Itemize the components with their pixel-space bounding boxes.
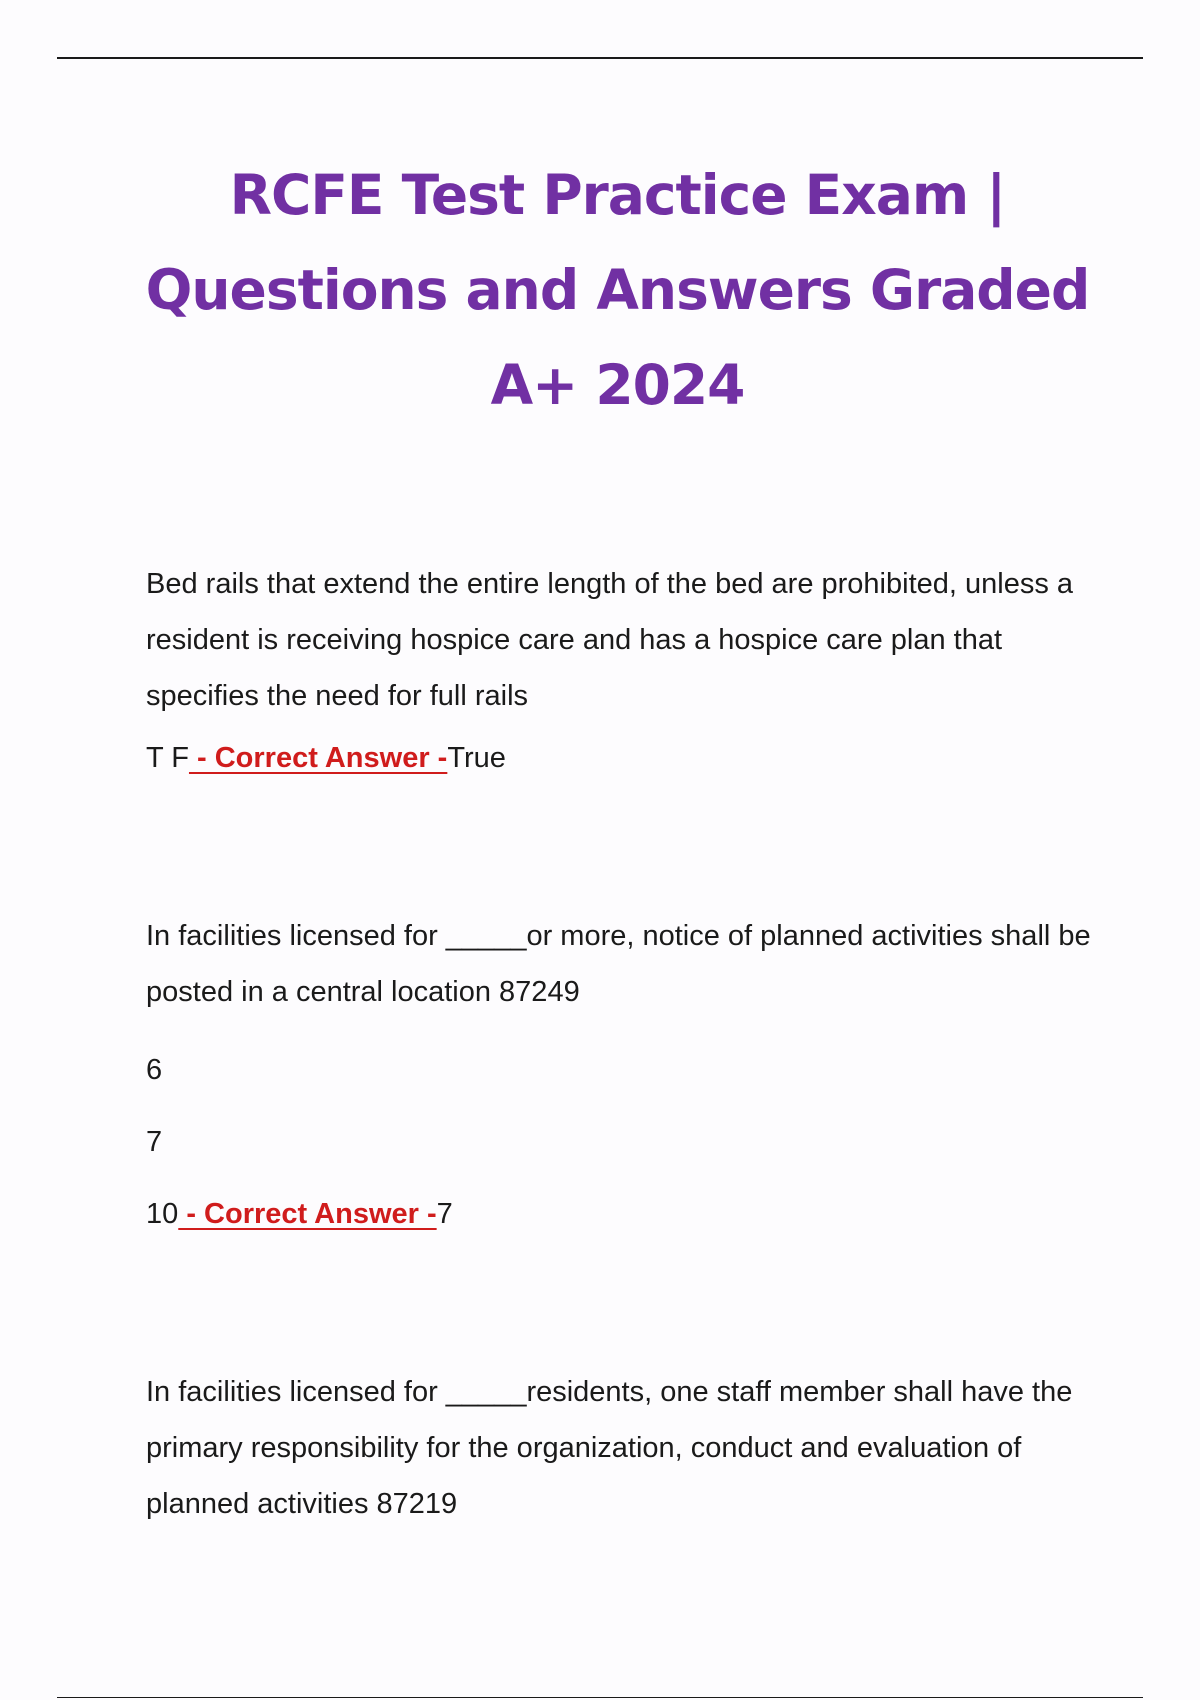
answer-option: 10: [146, 1198, 179, 1230]
question-block: [146, 908, 1096, 1234]
document-body: [146, 556, 1096, 1532]
options-prefix: T F: [146, 742, 189, 774]
answer-value: True: [447, 742, 506, 774]
answer-line: [146, 738, 1096, 778]
answer-option: 7: [146, 1126, 163, 1158]
question-block: [146, 1364, 1096, 1532]
answer-option: 6: [146, 1054, 163, 1086]
footer-rule: [57, 1697, 1143, 1698]
question-text: In facilities licensed for _____residents, one staff member shall have the primary responsibility for the organization, conduct and evaluation of planned activities 87219: [146, 1376, 1073, 1520]
header-rule: [57, 57, 1143, 59]
question-text: In facilities licensed for _____or more, notice of planned activities shall be posted in a central location 87249: [146, 920, 1091, 1008]
page-title: RCFE Test Practice Exam | Questions and Answers Graded A+ 2024: [145, 163, 1090, 417]
correct-answer-label: - Correct Answer -: [178, 1198, 437, 1230]
question-block: [146, 556, 1096, 778]
answer-value: 7: [436, 1198, 453, 1230]
answer-line: [146, 1194, 1096, 1234]
question-text: Bed rails that extend the entire length of the bed are prohibited, unless a resident is receiving hospice care and has a hospice care plan that specifies the need for full rails: [146, 568, 1074, 712]
correct-answer-label: - Correct Answer -: [188, 742, 448, 774]
